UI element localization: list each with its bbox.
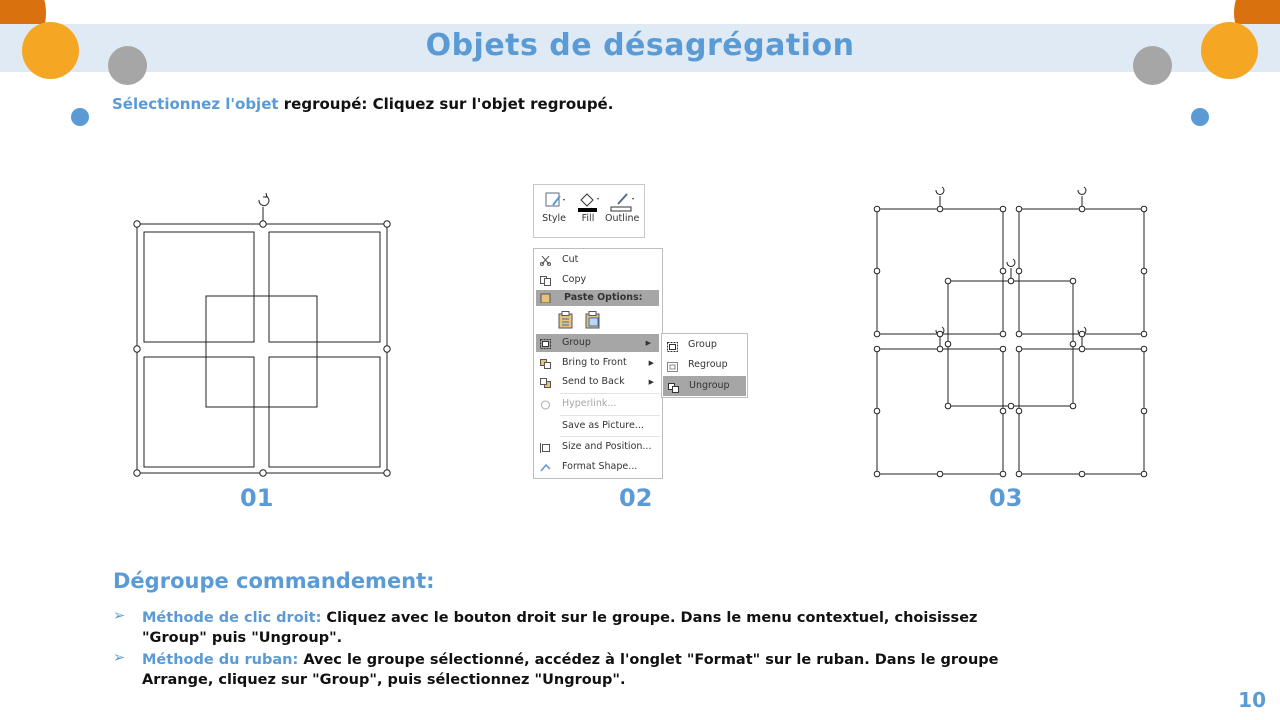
ribbon-fill-label: Fill	[581, 213, 595, 224]
ribbon-style-label: Style	[542, 213, 566, 224]
group-icon	[667, 340, 678, 350]
ribbon-outline-label: Outline	[605, 213, 640, 224]
paste-option-picture[interactable]	[585, 311, 601, 329]
style-icon	[543, 189, 567, 213]
bullet-highlight: Méthode du ruban:	[142, 652, 299, 668]
deco-blue-dot-left	[71, 108, 89, 126]
menu-separator	[560, 436, 660, 437]
format-shape-icon	[540, 462, 551, 472]
menu-item-size-and-position[interactable]: Size and Position...	[534, 438, 662, 456]
submenu-arrow-icon: ▶	[648, 378, 654, 386]
menu-item-cut[interactable]: Cut	[534, 251, 662, 269]
figure-03-label: 03	[989, 484, 1023, 512]
menu-item-save-as-picture[interactable]: Save as Picture...	[562, 420, 644, 431]
fill-icon	[575, 188, 601, 214]
clipboard-icon	[540, 293, 551, 303]
menu-item-format-shape[interactable]: Format Shape...	[534, 458, 662, 476]
menu-item-hyperlink: Hyperlink...	[534, 395, 662, 413]
submenu-item-ungroup[interactable]: Ungroup	[663, 376, 746, 396]
context-menu	[533, 248, 663, 479]
deco-blue-dot-right	[1191, 108, 1209, 126]
bullet-text: Cliquez avec le bouton droit sur le groupe. Dans le menu contextuel, choisissez "Group" puis "Ungroup".	[142, 610, 978, 646]
figure-01-grouped-object	[125, 185, 400, 485]
page-number: 10	[1238, 688, 1266, 712]
figure-01-label: 01	[240, 484, 274, 512]
bullet-marker: ➢	[113, 608, 126, 624]
bullet-ribbon-method	[142, 650, 1022, 690]
menu-item-bring-to-front[interactable]: Bring to Front ▶	[534, 354, 662, 372]
ribbon-style-button[interactable]	[537, 185, 571, 224]
ribbon-outline-button[interactable]	[605, 185, 639, 224]
paste-option-keep-formatting[interactable]	[558, 311, 574, 329]
subtitle-rest: regroupé: Cliquez sur l'objet regroupé.	[278, 95, 614, 113]
section-title: Dégroupe commandement:	[113, 569, 435, 593]
copy-icon	[540, 275, 551, 285]
group-submenu	[661, 333, 748, 398]
bullet-text: Avec le groupe sélectionné, accédez à l'onglet "Format" sur le ruban. Dans le groupe Arrange, cliquez sur "Group", puis sélectionnez "Ungroup".	[142, 652, 999, 688]
submenu-arrow-icon: ▶	[648, 359, 654, 367]
figure-03-ungrouped-objects	[865, 180, 1160, 485]
bullet-marker: ➢	[113, 650, 126, 666]
size-position-icon	[540, 442, 551, 452]
menu-item-send-to-back[interactable]: Send to Back ▶	[534, 373, 662, 391]
bullet-highlight: Méthode de clic droit:	[142, 610, 322, 626]
menu-separator	[560, 415, 660, 416]
menu-item-copy[interactable]: Copy	[534, 271, 662, 289]
menu-separator	[560, 393, 660, 394]
subtitle-highlight: Sélectionnez l'objet	[112, 95, 279, 113]
send-to-back-icon	[540, 377, 551, 387]
regroup-icon	[667, 360, 678, 370]
submenu-item-regroup[interactable]: Regroup	[662, 355, 747, 375]
figure-02-label: 02	[619, 484, 653, 512]
submenu-arrow-icon: ▶	[645, 339, 651, 347]
group-icon	[540, 338, 551, 348]
page-title: Objets de désagrégation	[425, 28, 855, 63]
bullet-right-click-method	[142, 608, 1022, 648]
subtitle	[112, 95, 613, 113]
paste-keep-icon	[558, 311, 574, 329]
menu-item-group[interactable]: Group ▶	[536, 334, 659, 352]
bring-to-front-icon	[540, 358, 551, 368]
ungroup-icon	[668, 381, 679, 391]
hyperlink-icon	[540, 399, 551, 409]
menu-header-paste-options: Paste Options:	[536, 290, 659, 306]
outline-icon	[608, 188, 636, 214]
scissors-icon	[540, 255, 551, 265]
paste-picture-icon	[585, 311, 601, 329]
ribbon-fill-button[interactable]	[571, 185, 605, 224]
submenu-item-group[interactable]: Group	[662, 335, 747, 355]
ribbon-shape-format	[533, 184, 645, 238]
